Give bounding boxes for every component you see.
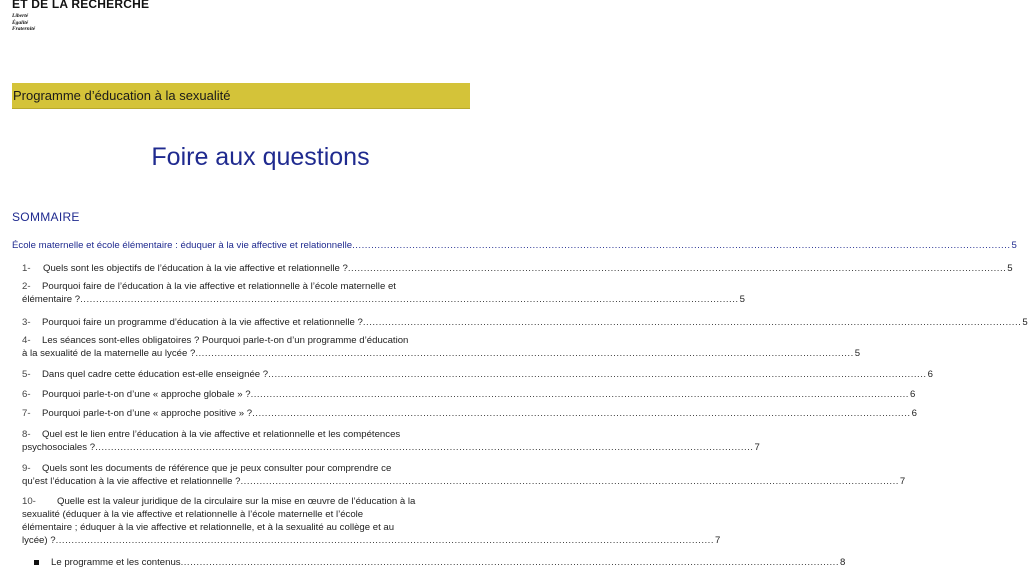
toc-item-4[interactable]	[22, 334, 408, 347]
toc-item-text: Le programme et les contenus	[51, 557, 181, 568]
toc-item-4-cont[interactable]	[22, 347, 861, 360]
program-banner-text: Programme d’éducation à la sexualité	[13, 88, 231, 103]
toc-page-number: 6	[909, 389, 916, 400]
toc-item-text: Pourquoi faire un programme d’éducation à la vie affective et relationnelle ?	[42, 317, 363, 328]
toc-item-text: sexualité (éduquer à la vie affective et relationnelle à l’école maternelle et l’école	[22, 509, 364, 520]
toc-page-number: 7	[899, 476, 906, 487]
toc-item-10-cont-1[interactable]	[22, 508, 363, 521]
motto-egalite: Égalité	[12, 19, 29, 26]
toc-leader	[251, 388, 909, 401]
square-bullet-icon	[34, 560, 39, 565]
toc-page-number: 5	[1011, 240, 1017, 251]
toc-item-10-cont-3[interactable]	[22, 534, 721, 547]
sommaire-heading: SOMMAIRE	[12, 210, 80, 224]
toc-page-number: 7	[754, 442, 760, 453]
toc-page-number: 5	[1007, 263, 1013, 274]
toc-item-1[interactable]	[22, 262, 1013, 275]
toc-item-text: Pourquoi faire de l’éducation à la vie affective et relationnelle à l’école maternelle et	[42, 281, 396, 292]
toc-item-2-cont[interactable]	[22, 293, 745, 306]
program-banner	[12, 83, 470, 109]
toc-item-number: 2-	[22, 281, 31, 292]
motto-fraternite: Fraternité	[12, 26, 36, 32]
toc-leader	[56, 534, 714, 547]
toc-leader	[268, 368, 926, 381]
toc-item-2[interactable]	[22, 280, 396, 293]
toc-leader	[348, 262, 1006, 275]
page-title: Foire aux questions	[151, 143, 370, 171]
toc-leader	[241, 475, 899, 488]
ministry-name: ET DE LA RECHERCHE	[12, 0, 150, 11]
toc-leader	[181, 556, 839, 569]
toc-item-8-cont[interactable]	[22, 441, 760, 454]
toc-item-text: qu’est l’éducation à la vie affective et relationnelle ?	[22, 476, 241, 487]
toc-item-text: Quels sont les objectifs de l’éducation à la vie affective et relationnelle ?	[43, 263, 348, 274]
toc-item-text: à la sexualité de la maternelle au lycée ?	[22, 348, 196, 359]
toc-item-9-cont[interactable]	[22, 475, 906, 488]
toc-page-number: 6	[911, 408, 917, 419]
toc-item-text: psychosociales ?	[22, 442, 96, 453]
toc-leader	[195, 347, 853, 360]
toc-item-number: 5-	[22, 369, 31, 380]
ministry-header	[12, 0, 149, 33]
toc-bullet-item[interactable]	[34, 556, 846, 569]
toc-item-7[interactable]	[22, 407, 917, 420]
toc-item-number: 8-	[22, 429, 31, 440]
toc-page-number: 6	[927, 369, 933, 380]
toc-item-3[interactable]	[22, 316, 1028, 329]
toc-item-9[interactable]	[22, 462, 391, 475]
toc-page-number: 5	[1022, 317, 1028, 328]
toc-section-label: École maternelle et école élémentaire : éduquer à la vie affective et relationnelle	[12, 240, 353, 251]
toc-item-5[interactable]	[22, 368, 933, 381]
toc-page-number: 7	[715, 535, 721, 546]
toc-leader	[363, 316, 1021, 329]
toc-item-number: 3-	[22, 317, 31, 328]
toc-item-6[interactable]	[22, 388, 916, 401]
toc-item-text: élémentaire ?	[22, 294, 81, 305]
toc-item-number: 7-	[22, 408, 31, 419]
toc-item-text: lycée) ?	[22, 535, 56, 546]
motto-liberte: Liberté	[12, 13, 29, 19]
toc-leader	[352, 239, 1010, 252]
toc-leader	[95, 441, 753, 454]
toc-leader	[252, 407, 910, 420]
toc-item-number: 9-	[22, 463, 31, 474]
toc-leader	[80, 293, 738, 306]
toc-item-text: Pourquoi parle-t-on d’une « approche positive » ?	[42, 408, 253, 419]
toc-item-text: Dans quel cadre cette éducation est-elle enseignée ?	[42, 369, 269, 380]
toc-item-text: Quel est le lien entre l’éducation à la vie affective et relationnelle et les compétences	[42, 429, 401, 440]
toc-item-text: Quelle est la valeur juridique de la circulaire sur la mise en œuvre de l’éducation à la	[57, 496, 416, 507]
toc-page-number: 5	[739, 294, 745, 305]
toc-item-text: Les séances sont-elles obligatoires ? Pourquoi parle-t-on d’un programme d’éducation	[42, 335, 409, 346]
toc-item-text: Pourquoi parle-t-on d’une « approche globale » ?	[42, 389, 251, 400]
toc-page-number: 5	[854, 348, 861, 359]
toc-page-number: 8	[840, 557, 846, 568]
toc-item-number: 4-	[22, 335, 31, 346]
toc-item-number: 10-	[22, 496, 36, 507]
toc-item-text: Quels sont les documents de référence que je peux consulter pour comprendre ce	[42, 463, 392, 474]
toc-item-number: 1-	[22, 263, 31, 274]
toc-item-10-cont-2[interactable]	[22, 521, 394, 534]
toc-item-text: élémentaire ; éduquer à la vie affective et relationnelle, et à la sexualité au collège et au	[22, 522, 395, 533]
toc-section-entry[interactable]	[12, 239, 1017, 252]
toc-item-number: 6-	[22, 389, 31, 400]
toc-item-8[interactable]	[22, 428, 400, 441]
republic-motto	[12, 13, 149, 33]
toc-item-10[interactable]	[22, 495, 415, 508]
